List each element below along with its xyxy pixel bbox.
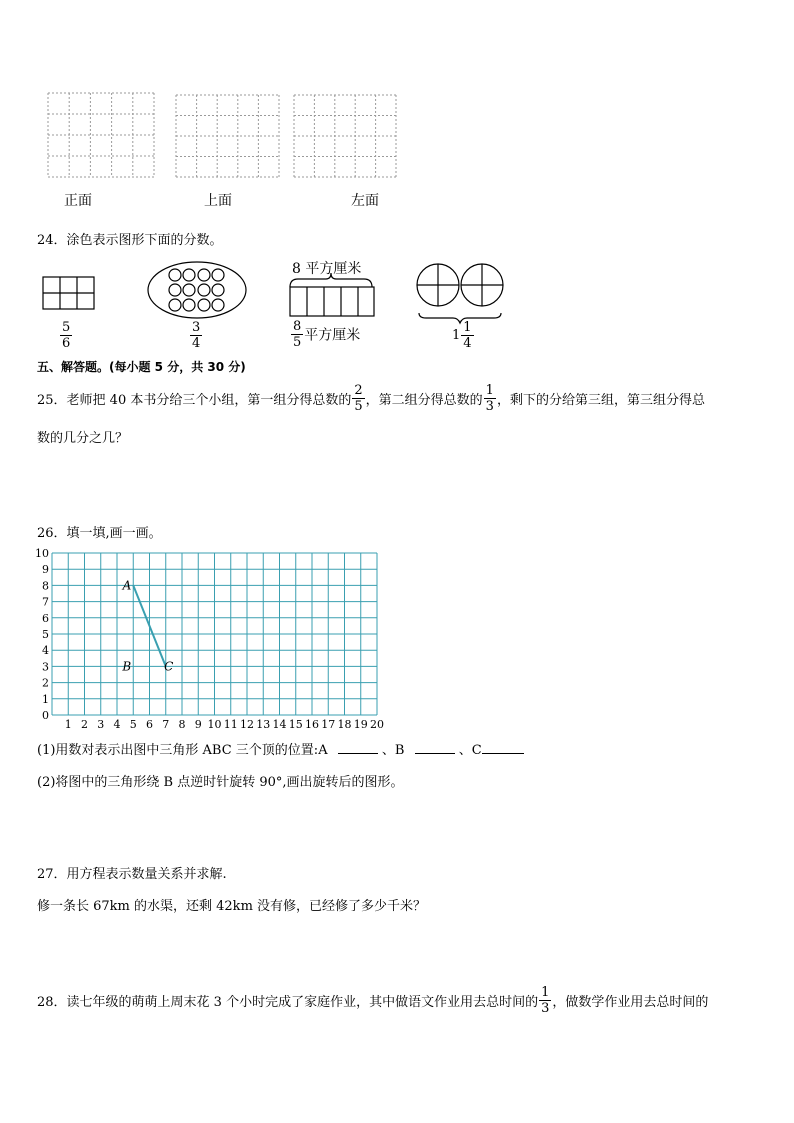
y-tick-label: 7 <box>42 595 49 609</box>
view-grid-left <box>294 95 396 177</box>
answer-blank-c[interactable] <box>482 741 524 754</box>
y-tick-label: 2 <box>42 676 49 690</box>
x-tick-label: 10 <box>207 718 222 731</box>
x-tick-label: 7 <box>162 718 170 731</box>
q25-part3: ，剩下的分给第三组，第三组分得总 <box>496 392 705 408</box>
q24-fig4-den: 4 <box>463 336 472 351</box>
q26-sub1-sep1: 、B <box>381 743 405 758</box>
view-label-top: 上面 <box>204 193 232 209</box>
q24-fig1-den: 6 <box>62 336 71 351</box>
q24-rect-grid <box>43 277 94 309</box>
q24-fig1-fraction <box>59 321 73 350</box>
q24-fig3-unit: 平方厘米 <box>304 327 361 344</box>
q28-frac-den: 3 <box>541 1000 550 1016</box>
y-tick-label: 4 <box>42 644 49 658</box>
x-tick-label: 9 <box>194 718 202 731</box>
grid-lines <box>52 553 377 715</box>
q24-fig4-num: 1 <box>463 320 472 335</box>
q28-frac-num: 1 <box>541 984 550 1000</box>
q24-two-circles <box>417 264 503 323</box>
point-label-a: A <box>122 578 132 593</box>
x-tick-label: 11 <box>223 718 238 731</box>
q26-text: 26．填一填,画一画。 <box>37 526 162 541</box>
x-tick-label: 8 <box>178 718 186 731</box>
y-tick-label: 9 <box>42 563 49 577</box>
q24-figures <box>0 255 560 350</box>
q26-sub1 <box>37 739 524 758</box>
q27-text: 27．用方程表示数量关系并求解. <box>37 867 227 882</box>
x-tick-label: 3 <box>97 718 105 731</box>
q24-fig2-num: 3 <box>192 320 201 335</box>
answer-blank-a[interactable] <box>338 741 378 754</box>
q24-fig2-fraction <box>189 321 203 350</box>
q25-line1 <box>37 378 705 418</box>
q28-line1 <box>37 980 708 1020</box>
q25-frac1-den: 5 <box>354 398 363 414</box>
view-grids <box>0 0 794 230</box>
q24-fig2-den: 4 <box>192 336 201 351</box>
y-tick-label: 3 <box>42 660 49 674</box>
point-label-b: B <box>122 659 132 674</box>
x-tick-label: 1 <box>64 718 72 731</box>
q24-fig3-den: 5 <box>293 335 302 350</box>
x-tick-label: 16 <box>305 718 319 731</box>
view-label-front: 正面 <box>64 193 92 209</box>
q24-fig3-fraction <box>290 320 360 349</box>
x-tick-label: 13 <box>256 718 271 731</box>
q24-fig1-num: 5 <box>62 320 71 335</box>
coordinate-grid <box>30 542 390 734</box>
x-tick-label: 5 <box>129 718 137 731</box>
x-tick-label: 18 <box>337 718 352 731</box>
x-tick-label: 20 <box>370 718 384 731</box>
y-tick-label: 1 <box>42 692 49 706</box>
point-label-c: C <box>164 659 174 674</box>
q24-fig3-top-label: 8 平方厘米 <box>292 261 362 277</box>
q25-frac1-num: 2 <box>354 382 363 398</box>
q25-part1: 25．老师把 40 本书分给三个小组，第一组分得总数的 <box>37 392 352 408</box>
q25-frac2-den: 3 <box>485 398 494 414</box>
q24-fig4-whole: 1 <box>452 328 461 343</box>
q26-sub2: (2)将图中的三角形绕 B 点逆时针旋转 90°,画出旋转后的图形。 <box>37 775 404 790</box>
answer-blank-b[interactable] <box>415 741 455 754</box>
q27-line2: 修一条长 67km 的水渠，还剩 42km 没有修，已经修了多少千米？ <box>37 899 427 914</box>
x-tick-label: 6 <box>146 718 153 731</box>
view-grid-top <box>176 95 279 177</box>
q26-sub1-prefix: (1)用数对表示出图中三角形 ABC 三个顶的位置:A <box>37 743 328 758</box>
q28-part1: 28．读七年级的萌萌上周末花 3 个小时完成了家庭作业，其中做语文作业用去总时间的 <box>37 994 539 1010</box>
q25-part2: ，第二组分得总数的 <box>365 392 483 408</box>
q26-sub1-sep2: 、C <box>458 743 482 758</box>
y-tick-label: 5 <box>42 628 49 641</box>
q24-fig4-fraction <box>452 321 475 350</box>
q25-frac2-num: 1 <box>485 382 494 398</box>
x-tick-label: 15 <box>288 718 303 731</box>
section5-title: 五、解答题。(每小题 5 分，共 30 分) <box>37 360 246 374</box>
view-label-left: 左面 <box>351 193 379 209</box>
q24-fig3-num: 8 <box>293 319 302 334</box>
y-tick-label: 10 <box>35 547 49 560</box>
y-tick-label: 0 <box>42 709 49 722</box>
x-tick-label: 2 <box>81 718 88 731</box>
x-tick-label: 17 <box>321 718 336 731</box>
y-tick-label: 6 <box>42 611 49 625</box>
q25-line2: 数的几分之几？ <box>37 431 129 446</box>
x-tick-label: 4 <box>113 718 121 731</box>
q24-area-bar <box>290 273 374 316</box>
q24-ellipse-circles <box>148 262 246 318</box>
x-tick-label: 14 <box>272 718 287 731</box>
y-tick-label: 8 <box>42 579 49 593</box>
q28-part2: ，做数学作业用去总时间的 <box>552 994 709 1010</box>
x-tick-label: 12 <box>240 718 254 731</box>
view-grid-front <box>48 93 154 177</box>
q24-text: 24．涂色表示图形下面的分数。 <box>37 233 223 248</box>
x-tick-label: 19 <box>353 718 368 731</box>
